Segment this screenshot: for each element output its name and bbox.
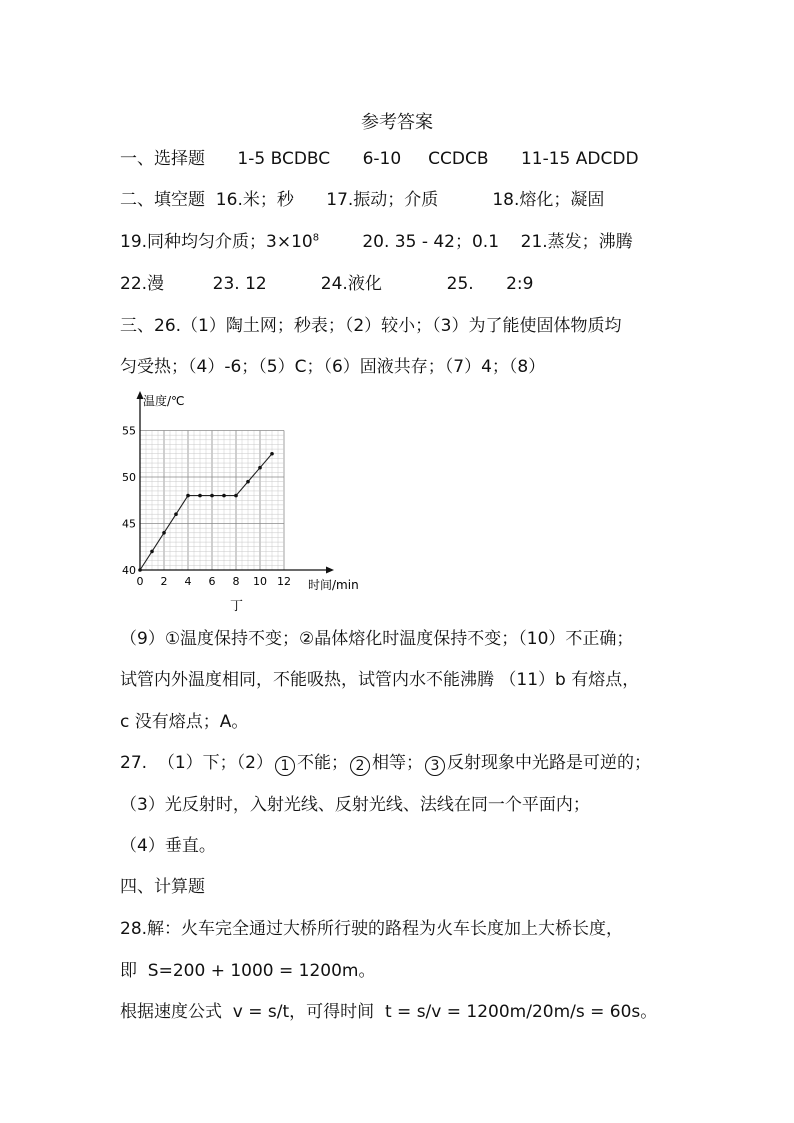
data-point [246,480,250,484]
data-point [198,494,202,498]
answer-line-fill-2 [120,231,633,253]
answer-line-choice: 一、选择题 1-5 BCDBC 6-10 CCDCB 11-15 ADCDD [120,149,639,169]
data-point [174,512,178,516]
answer-line-28b: 即 S=200 + 1000 = 1200m。 [120,961,376,981]
y-tick-label: 50 [122,471,136,484]
data-point [150,550,154,554]
answer-line-27b: （3）光反射时，入射光线、反射光线、法线在同一个平面内； [120,795,590,815]
y-tick-label: 55 [122,424,136,438]
x-tick-label: 12 [277,575,291,588]
x-tick-label: 8 [232,575,240,588]
section-heading-calc: 四、计算题 [120,877,205,897]
temperature-time-graph [118,388,359,616]
data-point [162,531,166,535]
y-axis-label: 温度/℃ [143,394,185,408]
circled-number: 2 [350,756,370,776]
data-point [270,452,274,456]
x-tick-label: 4 [184,575,192,588]
y-tick-label: 40 [122,564,136,577]
answer-19-text: 19.同种均匀介质；3×10 [120,232,313,252]
graph-caption: 丁 [230,599,244,614]
exponent: 8 [312,232,320,244]
data-point [186,494,190,498]
x-tick-label: 10 [253,575,267,588]
q27-prefix: 27. （1）下；（2） [120,753,273,773]
data-point [234,494,238,498]
answer-line-26b: 匀受热；（4）-6；（5）C；（6）固液共存；（7）4；（8） [120,357,546,377]
chart-grid [140,431,284,571]
chart-axes [137,391,335,574]
answer-line-fill-3: 22.漫 23. 12 24.液化 25. 2:9 [120,274,534,294]
x-axis-label: 时间/min [308,578,359,592]
answer-20-21-text: 20. 35 - 42；0.1 21.蒸发；沸腾 [319,232,633,252]
answer-line-26c: （9）①温度保持不变；②晶体熔化时温度保持不变；（10）不正确； [120,629,634,649]
data-point [222,494,226,498]
x-tick-label: 2 [160,575,168,588]
answer-line-26d: 试管内外温度相同，不能吸热，试管内水不能沸腾 （11）b 有熔点， [120,670,640,690]
y-tick-label: 45 [122,517,136,531]
data-point [258,466,262,470]
x-tick-label: 0 [136,575,144,588]
data-point [138,568,142,572]
q27-part1: 不能； [296,753,348,773]
x-tick-label: 6 [208,575,216,588]
page-title: 参考答案 [361,112,433,133]
q27-part2: 相等； [371,753,423,773]
data-point [210,494,214,498]
answer-line-27c: （4）垂直。 [120,836,216,856]
answer-line-27a [120,752,651,776]
answer-line-26e: c 没有熔点；A。 [120,712,249,732]
q27-part3: 反射现象中光路是可逆的； [446,753,651,773]
answer-line-fill-1: 二、填空题 16.米；秒 17.振动；介质 18.熔化；凝固 [120,190,605,210]
circled-number: 1 [275,756,295,776]
answer-line-26a: 三、26.（1）陶土网；秒表；（2）较小；（3）为了能使固体物质均 [120,316,622,336]
answer-line-28a: 28.解：火车完全通过大桥所行驶的路程为火车长度加上大桥长度， [120,919,624,939]
circled-number: 3 [425,756,445,776]
answer-line-28c: 根据速度公式 v = s/t，可得时间 t = s/v = 1200m/20m/s = 60s。 [120,1002,658,1022]
